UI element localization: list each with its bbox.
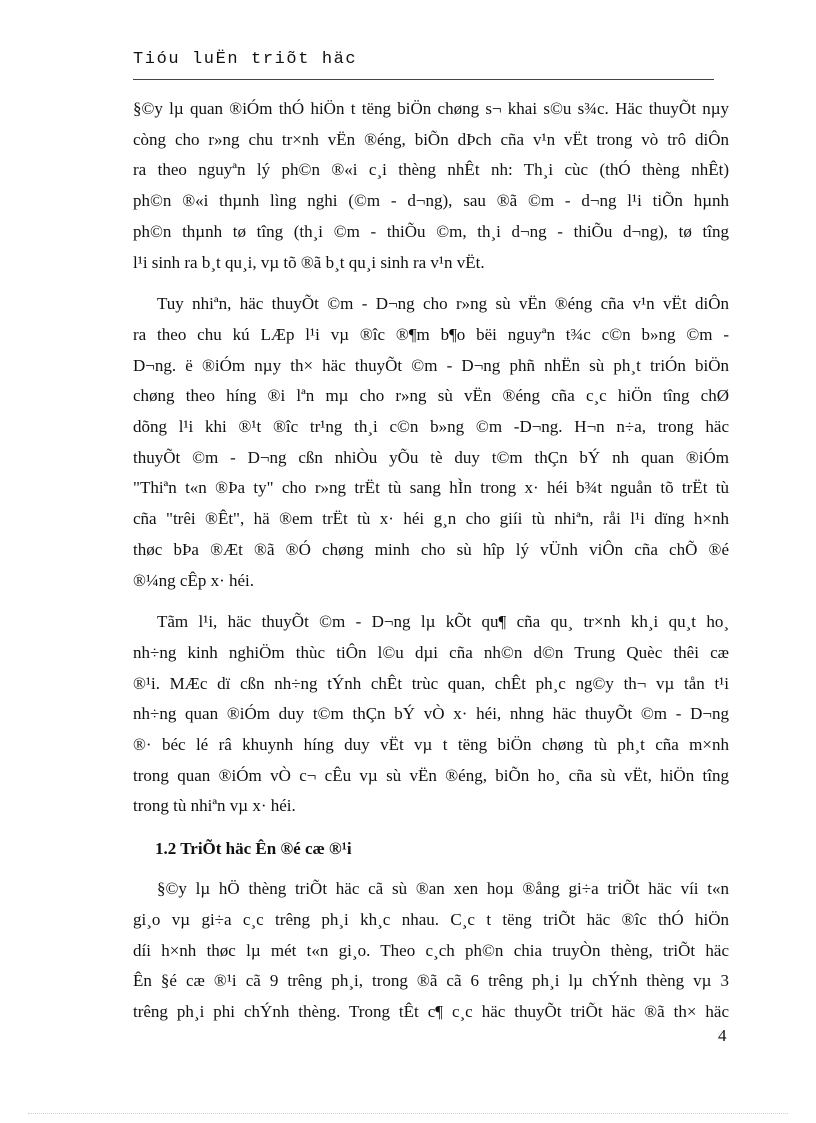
paragraph-line: trêng ph¸i phi chÝnh thèng. Trong tÊt c¶ c¸c häc thuyÕt triÕt häc ®ã th× häc [133, 1001, 729, 1021]
paragraph-line: §©y lµ hÖ thèng triÕt häc cã sù ®an xen hoµ ®ång gi÷a triÕt häc víi t«n [157, 879, 729, 899]
paragraph-line: nh÷ng kinh nghiÖm thùc tiÔn l©u dµi cña nh©n d©n Trung Quèc thêi cæ [133, 642, 729, 662]
paragraph-line: thøc bÞa ®Æt ®ã ®Ó chøng minh cho sù hîp lý vÜnh viÔn cña chÕ ®é [133, 539, 729, 559]
paragraph-line: ®· béc lé râ khuynh híng duy vËt vµ t tëng biÖn chøng tù ph¸t cña m×nh [133, 735, 729, 755]
paragraph-line: còng cho r»ng chu tr×nh vËn ®éng, biÕn dÞch cña v¹n vËt trong vò trô diÔn [133, 129, 729, 149]
section-heading: 1.2 TriÕt häc Ên ®é cæ ®¹i [155, 839, 352, 859]
paragraph-line: thuyÕt ©m - D¬ng cßn nhiÒu yÕu tè duy t©m thÇn bÝ nh quan ®iÓm [133, 447, 729, 467]
paragraph-line: Tuy nhiªn, häc thuyÕt ©m - D¬ng cho r»ng sù vËn ®éng cña v¹n vËt diÔn [157, 294, 729, 314]
paragraph-line: ph©n thµnh tø tîng (th¸i ©m - thiÕu ©m, th¸i d¬ng - thiÕu d¬ng), tø tîng [133, 221, 729, 241]
paragraph-line: ra theo nguyªn lý ph©n ®«i c¸i thèng nhÊt nh: Th¸i cùc (thÓ thèng nhÊt) [133, 160, 729, 180]
paragraph-line: nh÷ng quan ®iÓm duy t©m thÇn bÝ vÒ x· héi, nhng häc thuyÕt ©m - D¬ng [133, 704, 729, 724]
paragraph-line: l¹i sinh ra b¸t qu¸i, vµ tõ ®ã b¸t qu¸i sinh ra v¹n vËt. [133, 252, 485, 272]
paragraph-line: "Thiªn t«n ®Þa ty" cho r»ng trËt tù sang hÌn trong x· héi b¾t nguån tõ trËt tù [133, 478, 729, 498]
page-bottom-border [28, 1113, 788, 1114]
paragraph-line: chøng theo híng ®i lªn mµ cho r»ng sù vËn ®éng cña c¸c hiÖn tîng chØ [133, 386, 729, 406]
paragraph-line: ®¼ng cÊp x· héi. [133, 570, 255, 590]
page-number: 4 [718, 1026, 727, 1045]
paragraph-line: gi¸o vµ gi÷a c¸c trêng ph¸i kh¸c nhau. C¸c t tëng triÕt häc ®îc thÓ hiÖn [133, 909, 729, 929]
running-header-title: Tióu luËn triõt häc [133, 50, 358, 69]
paragraph-line: ph©n ®«i thµnh lìng nghi (©m - d¬ng), sau ®ã ©m - d¬ng l¹i tiÕn hµnh [133, 191, 729, 211]
paragraph-line: cña "trêi ®Êt", hä ®em trËt tù x· héi g¸n cho giíi tù nhiªn, råi l¹i dïng h×nh [133, 509, 729, 529]
paragraph-4 [133, 874, 729, 1028]
paragraph-1 [133, 94, 729, 278]
paragraph-2 [133, 289, 729, 596]
paragraph-line: dõng l¹i khi ®¹t ®îc tr¹ng th¸i c©n b»ng ©m -D¬ng. H¬n n÷a, trong häc [133, 417, 729, 437]
paragraph-line: §©y lµ quan ®iÓm thÓ hiÖn t tëng biÖn chøng s¬ khai s©u s¾c. Häc thuyÕt nµy [133, 99, 729, 118]
paragraph-line: Tãm l¹i, häc thuyÕt ©m - D¬ng lµ kÕt qu¶ cña qu¸ tr×nh kh¸i qu¸t ho¸ [157, 612, 729, 632]
header-rule [133, 79, 714, 80]
paragraph-line: trong quan ®iÓm vÒ c¬ cÊu vµ sù vËn ®éng, biÕn ho¸ cña sù vËt, hiÖn tîng [133, 765, 729, 785]
paragraph-line: Ên §é cæ ®¹i cã 9 trêng ph¸i, trong ®ã cã 6 trêng ph¸i lµ chÝnh thèng vµ 3 [133, 971, 729, 991]
paragraph-line: ra theo chu kú LÆp l¹i vµ ®îc ®¶m b¶o bëi nguyªn t¾c c©n b»ng ©m - [133, 324, 729, 344]
page-body [133, 94, 729, 1028]
paragraph-line: D¬ng. ë ®iÓm nµy th× häc thuyÕt ©m - D¬ng phñ nhËn sù ph¸t triÓn biÖn [133, 355, 729, 375]
paragraph-line: ®¹i. MÆc dï cßn nh÷ng tÝnh chÊt trùc quan, chÊt ph¸c ng©y th¬ vµ tån t¹i [133, 673, 729, 693]
paragraph-line: trong tù nhiªn vµ x· héi. [133, 796, 296, 816]
paragraph-3 [133, 607, 729, 822]
paragraph-line: díi h×nh thøc lµ mét t«n gi¸o. Theo c¸ch ph©n chia truyÒn thèng, triÕt häc [133, 940, 729, 960]
